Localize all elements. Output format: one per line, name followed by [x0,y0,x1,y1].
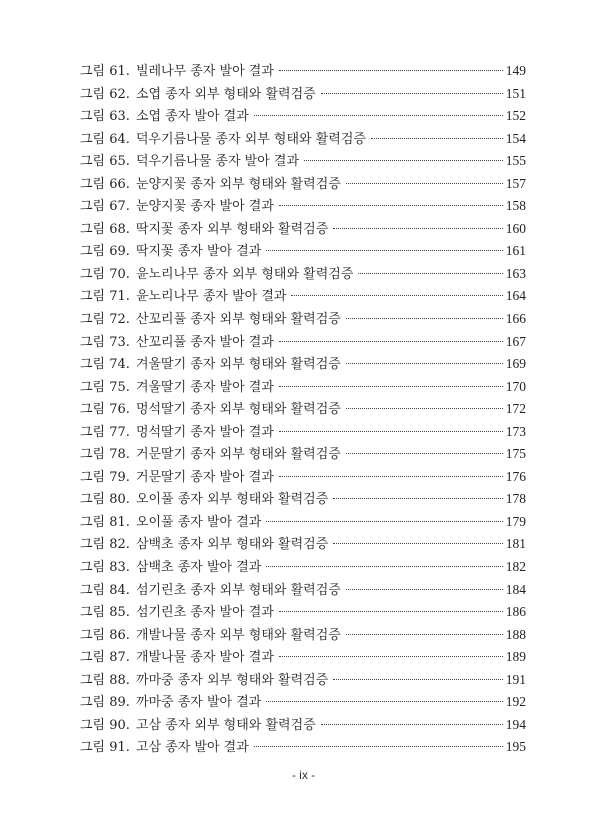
dot-leader [346,634,503,635]
page-number: 175 [505,446,526,462]
dot-leader [346,183,503,184]
dot-leader [279,205,503,206]
dot-leader [279,386,503,387]
figure-number: 그림 72. [80,312,130,328]
figure-number: 그림 78. [80,447,130,463]
page-number: 166 [505,311,526,327]
page-number: 194 [505,716,526,732]
figure-number: 그림 90. [80,717,130,733]
figure-title: 산꼬리풀 종자 발아 결과 [135,334,274,350]
toc-entry-86[interactable] [80,624,526,647]
figure-title: 윤노리나무 종자 발아 결과 [135,289,287,305]
figure-title: 윤노리나무 종자 외부 형태와 활력검증 [135,266,354,282]
toc-entry-68[interactable] [80,218,526,241]
dot-leader [266,250,502,251]
toc-entry-76[interactable] [80,398,526,421]
page-number: 155 [505,153,526,169]
page-number: 170 [505,378,526,394]
figure-number: 그림 77. [80,424,130,440]
figure-number: 그림 67. [80,199,130,215]
page-number: 160 [505,220,526,236]
toc-entry-61[interactable] [80,60,526,83]
toc-entry-73[interactable] [80,331,526,354]
page-number: 181 [505,536,526,552]
figure-number: 그림 66. [80,176,130,192]
figure-title: 개발나물 종자 외부 형태와 활력검증 [135,627,341,643]
figure-title: 고삼 종자 외부 형태와 활력검증 [135,717,316,733]
toc-entry-79[interactable] [80,466,526,489]
toc-entry-70[interactable] [80,263,526,286]
toc-entry-83[interactable] [80,556,526,579]
dot-leader [321,724,503,725]
page-number: 188 [505,626,526,642]
toc-entry-78[interactable] [80,443,526,466]
dot-leader [279,70,503,71]
dot-leader [266,521,502,522]
dot-leader [279,611,503,612]
page-number: 149 [505,63,526,78]
figure-number: 그림 89. [80,695,130,711]
page-number: 158 [505,198,526,214]
figure-title: 소엽 종자 외부 형태와 활력검증 [135,86,316,102]
dot-leader [279,341,503,342]
toc-entry-77[interactable] [80,421,526,444]
figure-title: 오이풀 종자 발아 결과 [135,514,262,530]
page-number: 176 [505,468,526,484]
dot-leader [254,746,503,747]
figure-title: 고삼 종자 발아 결과 [135,740,249,756]
figure-number: 그림 69. [80,244,130,260]
toc-entry-65[interactable] [80,150,526,173]
dot-leader [346,589,503,590]
page-number: 173 [505,423,526,439]
figure-number: 그림 62. [80,86,130,102]
figure-number: 그림 68. [80,221,130,237]
dot-leader [304,160,503,161]
figure-title: 오이풀 종자 외부 형태와 활력검증 [135,492,329,508]
figure-title: 까마중 종자 외부 형태와 활력검증 [135,672,329,688]
dot-leader [346,453,503,454]
figure-title: 삼백초 종자 발아 결과 [135,560,262,576]
figure-number: 그림 84. [80,582,130,598]
figure-number: 그림 86. [80,627,130,643]
page-number: 189 [505,649,526,665]
figure-title: 거문딸기 종자 발아 결과 [135,469,274,485]
dot-leader [279,431,503,432]
dot-leader [333,228,502,229]
dot-leader [321,93,503,94]
toc-entry-66[interactable] [80,173,526,196]
figure-title: 거문딸기 종자 외부 형태와 활력검증 [135,447,341,463]
dot-leader [358,273,502,274]
page-number: 192 [505,694,526,710]
figure-number: 그림 63. [80,109,130,125]
figure-title: 겨울딸기 종자 발아 결과 [135,379,274,395]
figure-title: 눈양지꽃 종자 외부 형태와 활력검증 [135,176,341,192]
figure-number: 그림 76. [80,402,130,418]
figure-number: 그림 81. [80,514,130,530]
figure-number: 그림 70. [80,266,130,282]
figure-title: 멍석딸기 종자 발아 결과 [135,424,274,440]
figure-number: 그림 73. [80,334,130,350]
figure-number: 그림 82. [80,537,130,553]
page-number: 163 [505,265,526,281]
toc-entry-63[interactable] [80,105,526,128]
figure-title: 겨울딸기 종자 외부 형태와 활력검증 [135,357,341,373]
dot-leader [279,656,503,657]
toc-entry-90[interactable] [80,714,526,737]
figure-number: 그림 61. [80,64,130,79]
figure-title: 눈양지꽃 종자 발아 결과 [135,199,274,215]
dot-leader [266,566,502,567]
toc-entry-75[interactable] [80,376,526,399]
page-number: 164 [505,288,526,304]
toc-entry-69[interactable] [80,240,526,263]
figure-number: 그림 64. [80,131,130,147]
figure-title: 섬기린초 종자 외부 형태와 활력검증 [135,582,341,598]
dot-leader [346,318,503,319]
dot-leader [266,701,502,702]
toc-entry-87[interactable] [80,646,526,669]
dot-leader [333,679,502,680]
toc-entry-62[interactable] [80,83,526,106]
figure-number: 그림 80. [80,492,130,508]
page-number: 167 [505,333,526,349]
page-number: 169 [505,356,526,372]
table-of-figures [80,60,526,759]
figure-title: 삼백초 종자 외부 형태와 활력검증 [135,537,329,553]
dot-leader [291,295,502,296]
toc-entry-89[interactable] [80,691,526,714]
page-number: 151 [505,85,526,101]
figure-number: 그림 88. [80,672,130,688]
page-number: 178 [505,491,526,507]
dot-leader [371,138,503,139]
figure-title: 소엽 종자 발아 결과 [135,109,249,125]
toc-entry-71[interactable] [80,285,526,308]
dot-leader [333,543,502,544]
page-footer-number: - ix - [291,768,316,782]
page-number: 172 [505,401,526,417]
page-number: 179 [505,513,526,529]
figure-title: 멍석딸기 종자 외부 형태와 활력검증 [135,402,341,418]
toc-entry-91[interactable] [80,736,526,759]
figure-number: 그림 85. [80,605,130,621]
figure-title: 덕우기름나물 종자 발아 결과 [135,154,300,170]
figure-number: 그림 65. [80,154,130,170]
figure-number: 그림 91. [80,740,130,756]
toc-entry-84[interactable] [80,579,526,602]
dot-leader [346,363,503,364]
figure-title: 까마중 종자 발아 결과 [135,695,262,711]
dot-leader [279,476,503,477]
figure-title: 섬기린초 종자 발아 결과 [135,605,274,621]
toc-entry-64[interactable] [80,128,526,151]
figure-number: 그림 75. [80,379,130,395]
toc-entry-85[interactable] [80,601,526,624]
page-number: 184 [505,581,526,597]
figure-title: 딱지꽃 종자 발아 결과 [135,244,262,260]
figure-number: 그림 83. [80,560,130,576]
figure-number: 그림 74. [80,357,130,373]
figure-number: 그림 87. [80,650,130,666]
page-number: 195 [505,739,526,755]
toc-entry-88[interactable] [80,669,526,692]
figure-number: 그림 71. [80,289,130,305]
toc-entry-67[interactable] [80,195,526,218]
dot-leader [333,498,502,499]
page-number: 157 [505,175,526,191]
toc-entry-82[interactable] [80,533,526,556]
toc-entry-72[interactable] [80,308,526,331]
page-number: 154 [505,130,526,146]
figure-title: 덕우기름나물 종자 외부 형태와 활력검증 [135,131,366,147]
toc-entry-74[interactable] [80,353,526,376]
figure-number: 그림 79. [80,469,130,485]
dot-leader [254,115,503,116]
page-number: 191 [505,671,526,687]
page-number: 161 [505,243,526,259]
page-number: 186 [505,604,526,620]
figure-title: 산꼬리풀 종자 외부 형태와 활력검증 [135,312,341,328]
page-number: 152 [505,108,526,124]
page-number: 182 [505,559,526,575]
figure-title: 개발나물 종자 발아 결과 [135,650,274,666]
figure-title: 빌레나무 종자 발아 결과 [135,64,274,79]
dot-leader [346,408,503,409]
figure-title: 딱지꽃 종자 외부 형태와 활력검증 [135,221,329,237]
toc-entry-80[interactable] [80,488,526,511]
toc-entry-81[interactable] [80,511,526,534]
